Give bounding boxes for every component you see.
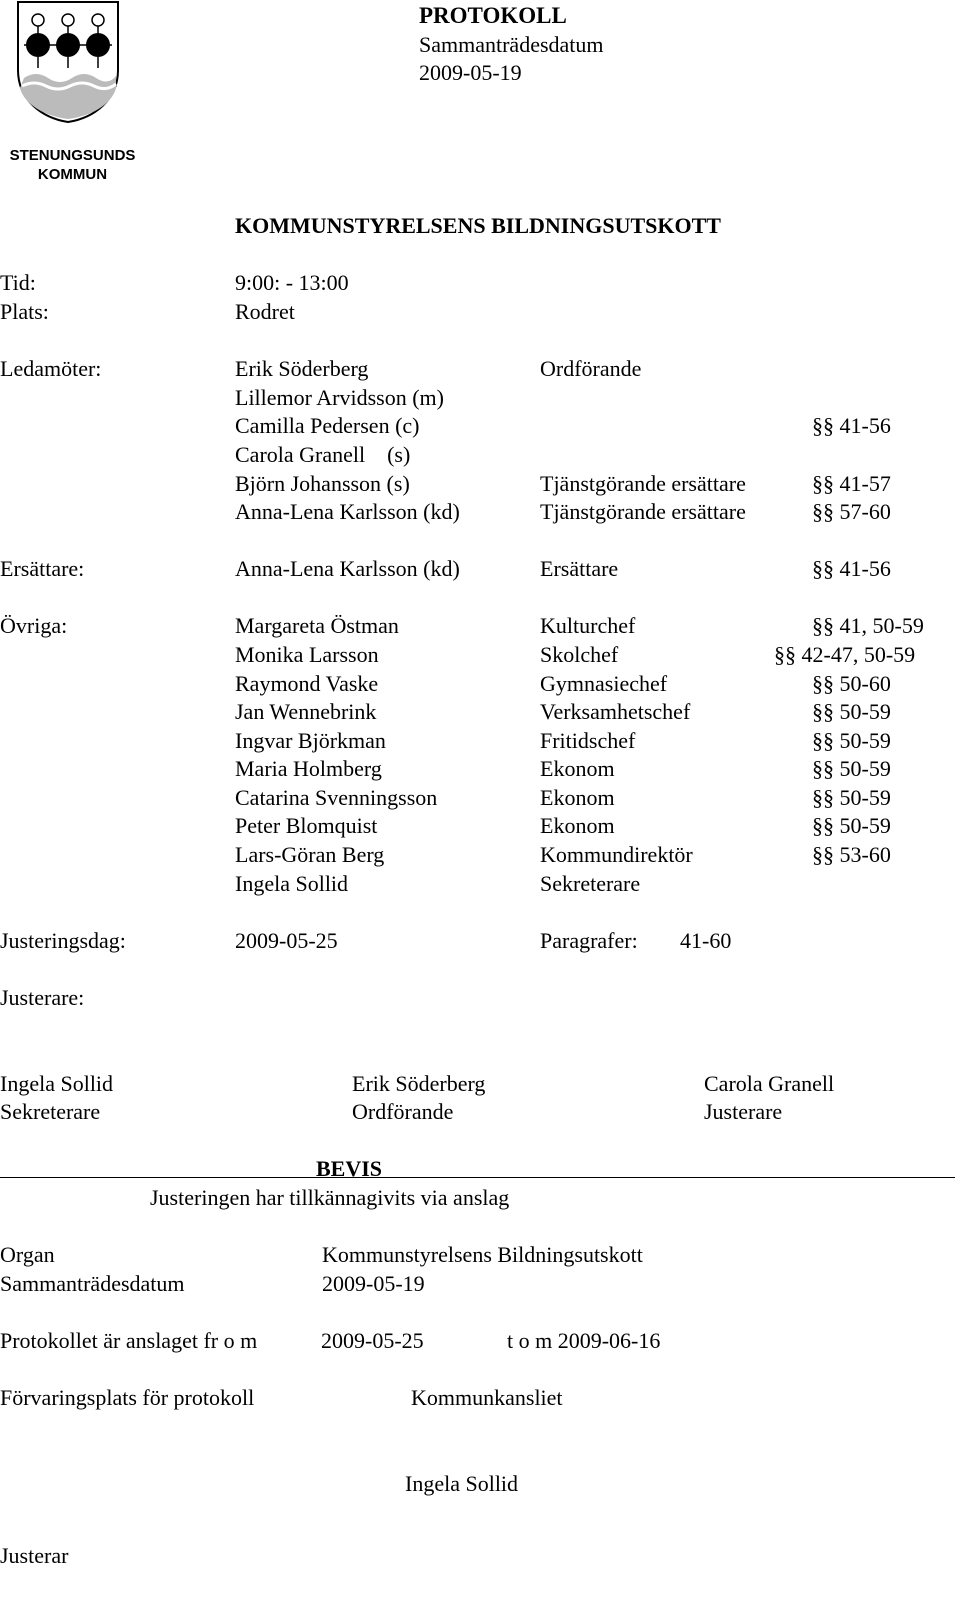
organ-label: Organ	[0, 1242, 55, 1267]
attendee-name: Björn Johansson (s)	[235, 471, 410, 496]
paragraphs-label: Paragrafer:	[540, 928, 638, 953]
substitutes-label: Ersättare:	[0, 556, 85, 581]
signatory-role: Ordförande	[352, 1099, 454, 1124]
bevis-title: BEVIS	[316, 1156, 383, 1181]
paragraphs-value: 41-60	[680, 928, 732, 953]
document-type: PROTOKOLL	[419, 3, 567, 28]
attendee-name: Carola Granell (s)	[235, 442, 411, 467]
meeting-date-label: Sammanträdesdatum	[419, 32, 604, 57]
municipality-line-2: KOMMUN	[37, 166, 108, 183]
attendee-paragraphs: §§ 50-59	[812, 756, 891, 781]
storage-value: Kommunkansliet	[411, 1385, 563, 1410]
attendee-role: Kommundirektör	[540, 842, 693, 867]
attendee-paragraphs: §§ 53-60	[812, 842, 891, 867]
attendee-paragraphs: §§ 57-60	[812, 499, 891, 524]
place-label: Plats:	[0, 299, 49, 324]
attendee-role: Ekonom	[540, 813, 615, 838]
signatory-name: Ingela Sollid	[0, 1071, 114, 1096]
attendee-role: Fritidschef	[540, 728, 636, 753]
bevis-date-value: 2009-05-19	[322, 1271, 425, 1296]
attendee-role: Tjänstgörande ersättare	[540, 471, 746, 496]
organ-value: Kommunstyrelsens Bildningsutskott	[322, 1242, 643, 1267]
attendee-paragraphs: §§ 50-59	[812, 813, 891, 838]
attendee-role: Ekonom	[540, 785, 615, 810]
attendee-name: Erik Söderberg	[235, 356, 369, 381]
attendee-role: Kulturchef	[540, 613, 636, 638]
municipality-name	[0, 146, 145, 184]
attendee-name: Ingela Sollid	[235, 871, 349, 896]
posted-to: t o m 2009-06-16	[507, 1328, 661, 1353]
signatory-name: Erik Söderberg	[352, 1071, 486, 1096]
footer-signer: Ingela Sollid	[405, 1471, 519, 1496]
meeting-date: 2009-05-19	[419, 60, 522, 85]
signatory-role: Sekreterare	[0, 1099, 101, 1124]
posted-from: 2009-05-25	[321, 1328, 424, 1353]
attendee-paragraphs: §§ 41-56	[812, 413, 891, 438]
attendee-role: Gymnasiechef	[540, 671, 668, 696]
adjusters-label: Justerare:	[0, 985, 85, 1010]
attendee-name: Anna-Lena Karlsson (kd)	[235, 556, 460, 581]
place-value: Rodret	[235, 299, 295, 324]
attendee-paragraphs: §§ 50-59	[812, 785, 891, 810]
members-label: Ledamöter:	[0, 356, 102, 381]
attendee-name: Lillemor Arvidsson (m)	[235, 385, 444, 410]
attendee-name: Anna-Lena Karlsson (kd)	[235, 499, 460, 524]
bevis-date-label: Sammanträdesdatum	[0, 1271, 185, 1296]
attendee-name: Camilla Pedersen (c)	[235, 413, 420, 438]
storage-label: Förvaringsplats för protokoll	[0, 1385, 255, 1410]
attendee-role: Skolchef	[540, 642, 619, 667]
attendee-name: Raymond Vaske	[235, 671, 379, 696]
signatory-name: Carola Granell	[704, 1071, 835, 1096]
attendee-name: Maria Holmberg	[235, 756, 382, 781]
time-value: 9:00: - 13:00	[235, 270, 349, 295]
attendee-name: Catarina Svenningsson	[235, 785, 438, 810]
adjustment-day-label: Justeringsdag:	[0, 928, 126, 953]
adjustment-day-value: 2009-05-25	[235, 928, 338, 953]
bevis-subtitle: Justeringen har tillkännagivits via anslag	[150, 1185, 510, 1210]
attendee-role: Ekonom	[540, 756, 615, 781]
attendee-paragraphs: §§ 50-59	[812, 728, 891, 753]
footer-justerar: Justerar	[0, 1543, 69, 1568]
attendee-role: Sekreterare	[540, 871, 641, 896]
committee-title: KOMMUNSTYRELSENS BILDNINGSUTSKOTT	[235, 213, 721, 238]
attendee-paragraphs: §§ 50-60	[812, 671, 891, 696]
municipality-line-1: STENUNGSUNDS	[9, 147, 136, 164]
signatory-role: Justerare	[704, 1099, 783, 1124]
attendee-name: Peter Blomquist	[235, 813, 378, 838]
municipal-crest-icon	[14, 0, 122, 124]
posted-label: Protokollet är anslaget fr o m	[0, 1328, 258, 1353]
attendee-role: Ersättare	[540, 556, 619, 581]
attendee-paragraphs: §§ 41, 50-59	[812, 613, 924, 638]
time-label: Tid:	[0, 270, 36, 295]
attendee-name: Monika Larsson	[235, 642, 379, 667]
others-label: Övriga:	[0, 613, 68, 638]
attendee-paragraphs: §§ 42-47, 50-59	[774, 642, 916, 667]
attendee-role: Verksamhetschef	[540, 699, 691, 724]
attendee-paragraphs: §§ 41-56	[812, 556, 891, 581]
attendee-role: Tjänstgörande ersättare	[540, 499, 746, 524]
attendee-name: Ingvar Björkman	[235, 728, 386, 753]
attendee-name: Margareta Östman	[235, 613, 399, 638]
attendee-name: Lars-Göran Berg	[235, 842, 385, 867]
attendee-paragraphs: §§ 50-59	[812, 699, 891, 724]
attendee-paragraphs: §§ 41-57	[812, 471, 891, 496]
section-divider	[0, 1177, 955, 1178]
attendee-name: Jan Wennebrink	[235, 699, 377, 724]
attendee-role: Ordförande	[540, 356, 642, 381]
